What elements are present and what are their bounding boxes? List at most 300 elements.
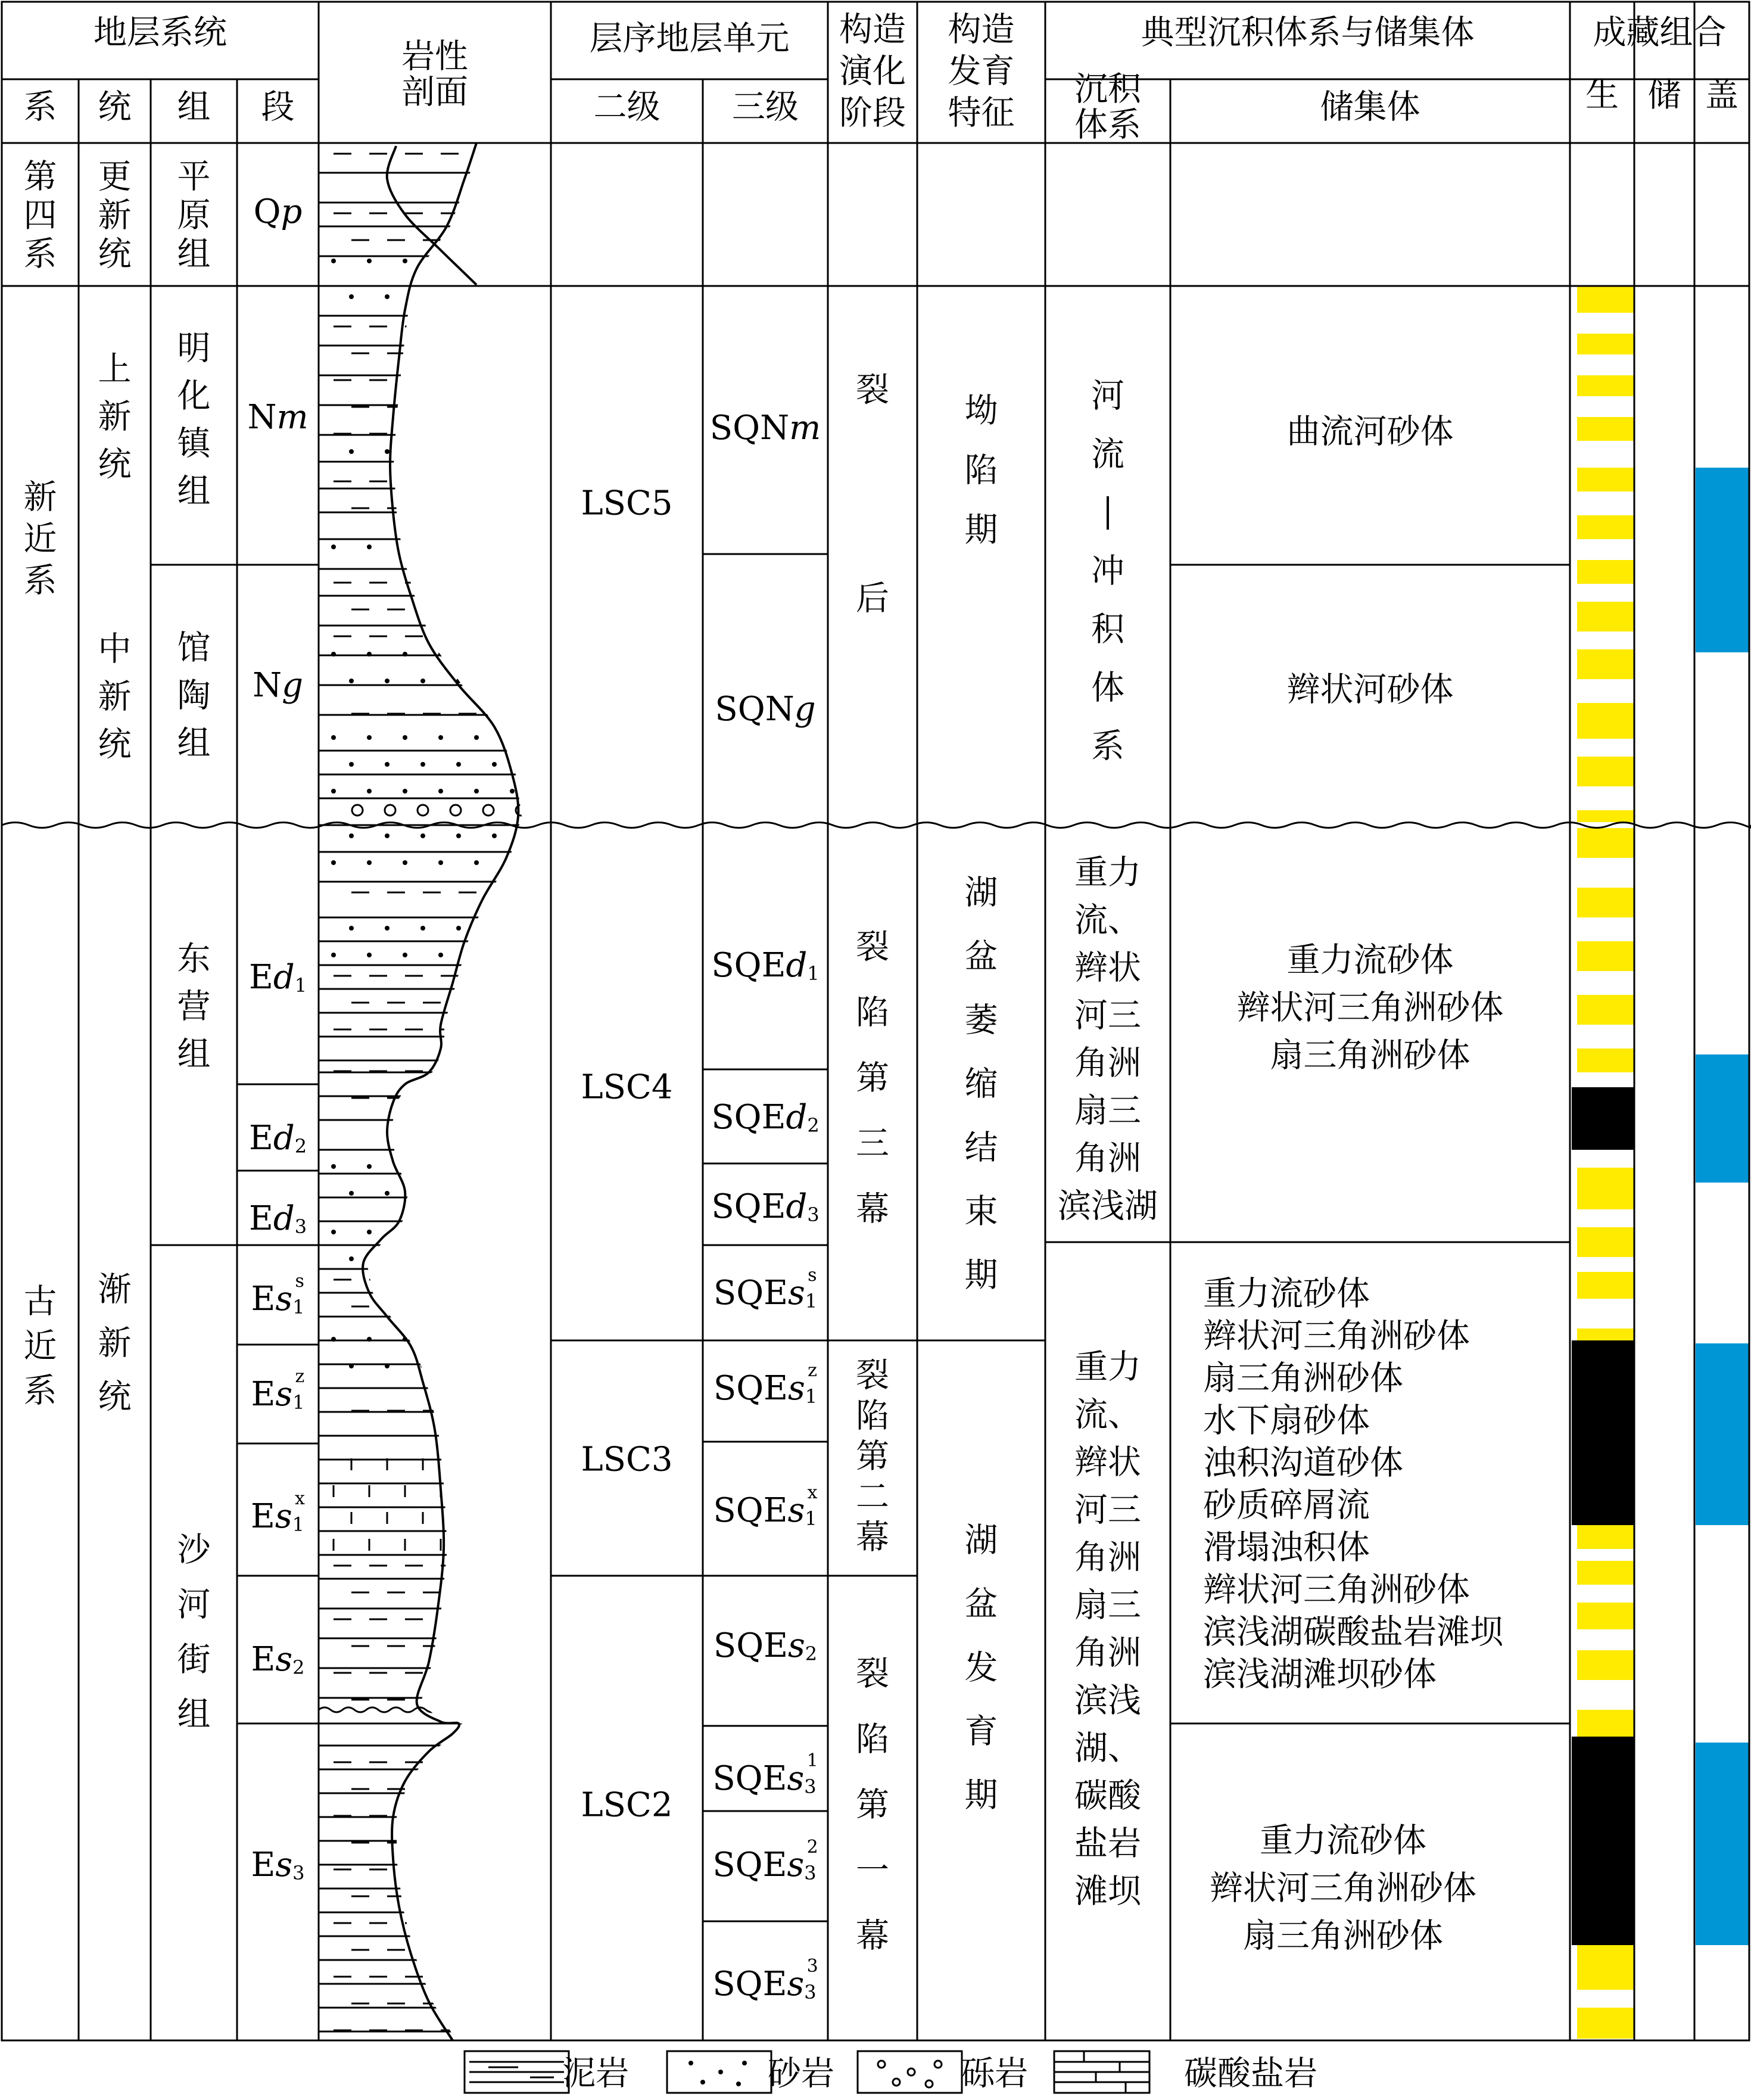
legend-label-carb: 碳酸盐岩 xyxy=(1184,2054,1317,2093)
formation-label: 馆 xyxy=(177,629,211,668)
sandstone-mark xyxy=(492,1191,497,1196)
reservoir-label: 浊积沟道砂体 xyxy=(1203,1443,1403,1483)
sandstone-mark xyxy=(492,679,497,683)
series-label: 统 xyxy=(98,725,132,764)
third-order-sequence: SQEs$_1$z xyxy=(713,1359,818,1408)
reservoir-bar xyxy=(1577,941,1634,971)
member-label: $Es_3$ xyxy=(251,1845,305,1884)
legend-sand-dot xyxy=(742,2061,747,2065)
reservoir-label: 滑塌浊积体 xyxy=(1203,1528,1370,1567)
sandstone-mark xyxy=(510,1230,515,1234)
sandstone-mark xyxy=(385,294,390,299)
tectonic-feature-label: 盆 xyxy=(964,1585,998,1624)
third-order-sequence: SQEs$_2$ xyxy=(713,1626,818,1665)
sandstone-mark xyxy=(528,449,532,454)
legend-sand-dot xyxy=(688,2061,693,2065)
sandstone-mark xyxy=(438,1164,443,1169)
member-label: $Ed_2$ xyxy=(248,1118,307,1158)
reservoir-bar xyxy=(1577,286,1634,313)
header-tectonic-stage: 构造 xyxy=(839,10,906,49)
header-sequence: 层序地层单元 xyxy=(589,19,790,58)
sandstone-mark xyxy=(367,1230,372,1234)
sandstone-mark xyxy=(385,833,390,838)
formation-label: 镇 xyxy=(177,424,211,463)
sandstone-mark xyxy=(474,652,479,657)
sandstone-mark xyxy=(403,1164,407,1169)
conglomerate-mark xyxy=(418,805,428,816)
series-label: 新 xyxy=(98,1324,132,1363)
reservoir-bar xyxy=(1577,810,1634,822)
sandstone-mark xyxy=(492,449,497,454)
header-member: 段 xyxy=(261,88,295,127)
sandstone-mark xyxy=(367,735,372,740)
sandstone-mark xyxy=(510,652,515,657)
formation-label: 平 xyxy=(177,157,211,197)
sandstone-mark xyxy=(474,545,479,549)
reservoir-label: 重力流砂体 xyxy=(1260,1821,1426,1861)
reservoir-bar xyxy=(1577,417,1634,441)
tectonic-stage-label: 陷 xyxy=(856,1396,889,1436)
legend-sand-dot xyxy=(718,2070,723,2074)
legend-label-cong: 砾岩 xyxy=(961,2054,1028,2093)
reservoir-bar xyxy=(1577,1272,1634,1299)
sandstone-mark xyxy=(349,762,354,767)
second-order-sequence: LSC4 xyxy=(581,1068,673,1107)
header-order2: 二级 xyxy=(593,88,660,127)
sandstone-mark xyxy=(474,735,479,740)
dep-system-label: 扇三 xyxy=(1074,1586,1141,1625)
formation-label: 化 xyxy=(177,377,211,416)
sandstone-mark xyxy=(367,1337,372,1342)
third-order-sequence: SQNg xyxy=(715,689,816,729)
member-label: Nm xyxy=(247,397,309,437)
sandstone-mark xyxy=(367,953,372,957)
system-label: 系 xyxy=(23,1371,57,1411)
sandstone-mark xyxy=(456,449,461,454)
series-label: 上 xyxy=(98,350,132,389)
legend-gravel-dot xyxy=(934,2061,942,2068)
sandstone-mark xyxy=(349,679,354,683)
legend-label-mud: 泥岩 xyxy=(562,2054,629,2093)
tectonic-stage-label: 裂 xyxy=(856,371,889,410)
sandstone-mark xyxy=(403,735,407,740)
tectonic-feature-label: 育 xyxy=(964,1712,998,1751)
reservoir-label: 辫状河三角洲砂体 xyxy=(1203,1317,1470,1356)
tectonic-stage-label: 幕 xyxy=(856,1917,889,1956)
second-order-sequence: LSC2 xyxy=(581,1785,673,1825)
third-order-sequence: SQEs$_1$x xyxy=(713,1482,818,1530)
tectonic-stage-label: 裂 xyxy=(856,1654,889,1694)
dep-system-label: 河 xyxy=(1091,377,1124,416)
formation-label: 营 xyxy=(177,987,211,1026)
conglomerate-mark xyxy=(483,805,494,816)
formation-label: 组 xyxy=(177,724,211,763)
sandstone-mark xyxy=(331,953,336,957)
sandstone-mark xyxy=(528,294,532,299)
legend-gravel-dot xyxy=(908,2068,915,2076)
system-label: 古 xyxy=(23,1282,57,1321)
reservoir-bar xyxy=(1577,468,1634,491)
header-lithology: 剖面 xyxy=(401,73,468,112)
formation-label: 组 xyxy=(177,1695,211,1734)
reservoir-label: 扇三角洲砂体 xyxy=(1270,1036,1470,1075)
tectonic-feature-label: 湖 xyxy=(964,873,998,913)
system-label: 近 xyxy=(23,1327,57,1366)
reservoir-label: 重力流砂体 xyxy=(1286,941,1454,980)
sandstone-mark xyxy=(420,833,425,838)
lithology-weathering-curve xyxy=(363,143,518,2040)
reservoir-label: 砂质碎屑流 xyxy=(1203,1486,1370,1525)
tectonic-stage-label: 幕 xyxy=(856,1518,889,1557)
series-label: 新 xyxy=(98,196,132,235)
lithology-column xyxy=(319,154,548,2031)
reservoir-bar xyxy=(1577,888,1634,917)
reservoir-bar xyxy=(1577,560,1634,584)
reservoir-label: 辫状河三角洲砂体 xyxy=(1203,1570,1470,1610)
legend-gravel-dot xyxy=(878,2061,885,2068)
sandstone-mark xyxy=(331,860,336,865)
tectonic-feature-label: 湖 xyxy=(964,1521,998,1560)
sandstone-mark xyxy=(474,953,479,957)
sandstone-mark xyxy=(438,735,443,740)
dep-system-label: 盐岩 xyxy=(1074,1824,1141,1863)
tectonic-feature-label: 期 xyxy=(964,511,998,550)
sandstone-mark xyxy=(456,294,461,299)
series-label: 中 xyxy=(98,630,132,669)
sandstone-mark xyxy=(528,833,532,838)
sandstone-mark xyxy=(420,1364,425,1368)
sandstone-mark xyxy=(456,926,461,931)
sandstone-mark xyxy=(438,545,443,549)
series-label: 新 xyxy=(98,397,132,437)
legend-sand-dot xyxy=(700,2080,705,2085)
dep-system-label: 角洲 xyxy=(1074,1634,1141,1673)
reservoir-bar xyxy=(1577,1561,1634,1585)
sandstone-mark xyxy=(367,1164,372,1169)
reservoir-label: 水下扇砂体 xyxy=(1203,1401,1370,1441)
sandstone-mark xyxy=(385,1191,390,1196)
dep-system-label: 角洲 xyxy=(1074,1538,1141,1578)
tectonic-stage-label: 三 xyxy=(856,1124,889,1163)
sandstone-mark xyxy=(438,789,443,794)
system-label: 新 xyxy=(23,478,57,517)
sandstone-mark xyxy=(367,789,372,794)
reservoir-label: 辫状河三角洲砂体 xyxy=(1210,1869,1476,1908)
quaternary-weathering-curve xyxy=(387,146,476,285)
reservoir-bar xyxy=(1577,649,1634,679)
header-lithology: 岩性 xyxy=(401,37,468,76)
formation-label: 陶 xyxy=(177,676,211,715)
sandstone-mark xyxy=(420,1256,425,1261)
sandstone-mark xyxy=(510,953,515,957)
sandstone-mark xyxy=(438,259,443,263)
formation-label: 原 xyxy=(177,196,211,235)
member-label: $Es_1z$ xyxy=(251,1365,305,1414)
header-accumulation: 成藏组合 xyxy=(1593,13,1727,52)
reservoir-bar xyxy=(1577,703,1634,739)
sandstone-mark xyxy=(492,833,497,838)
reservoir-bar xyxy=(1577,602,1634,631)
sandstone-mark xyxy=(456,833,461,838)
header-series: 统 xyxy=(98,88,132,127)
dep-system-label: 积 xyxy=(1091,610,1124,649)
formation-label: 东 xyxy=(177,939,211,979)
dep-system-label: 重力 xyxy=(1074,1348,1141,1387)
sandstone-mark xyxy=(403,860,407,865)
tectonic-stage-label: 裂 xyxy=(856,928,889,967)
sandstone-mark xyxy=(403,545,407,549)
sandstone-mark xyxy=(420,449,425,454)
system-label: 系 xyxy=(23,235,57,274)
dep-system-label: 角洲 xyxy=(1074,1139,1141,1178)
header-dep-system: 沉积 xyxy=(1074,70,1141,109)
sandstone-mark xyxy=(456,1364,461,1368)
sandstone-mark xyxy=(385,449,390,454)
sandstone-mark xyxy=(403,652,407,657)
sandstone-mark xyxy=(510,1337,515,1342)
sandstone-mark xyxy=(331,545,336,549)
source-rock-bar xyxy=(1572,1340,1634,1525)
dep-system-label: 河三 xyxy=(1074,1491,1141,1530)
sandstone-mark xyxy=(331,652,336,657)
cap-rock-bar xyxy=(1696,1743,1749,1945)
sandstone-mark xyxy=(492,294,497,299)
dep-system-label: 滨浅 xyxy=(1074,1681,1141,1721)
sandstone-mark xyxy=(528,1191,532,1196)
sandstone-mark xyxy=(349,833,354,838)
tectonic-stage-label: 裂 xyxy=(856,1356,889,1395)
sandstone-mark xyxy=(528,762,532,767)
tectonic-feature-label: 发 xyxy=(964,1648,998,1688)
header-dep-system: 体系 xyxy=(1074,105,1141,145)
dep-system-label: 辫状 xyxy=(1074,1443,1141,1482)
legend-gravel-dot xyxy=(893,2079,900,2086)
sandstone-mark xyxy=(474,1337,479,1342)
sandstone-mark xyxy=(474,1164,479,1169)
sandstone-mark xyxy=(510,259,515,263)
reservoir-bar xyxy=(1577,1227,1634,1257)
dep-system-label: 河三 xyxy=(1074,996,1141,1035)
sandstone-mark xyxy=(438,860,443,865)
member-label: $Es_1x$ xyxy=(251,1488,305,1536)
dep-system-label: 流、 xyxy=(1074,1395,1141,1435)
source-rock-bar xyxy=(1572,1087,1634,1150)
sandstone-mark xyxy=(438,1337,443,1342)
sandstone-mark xyxy=(510,735,515,740)
tectonic-feature-label: 结 xyxy=(964,1128,998,1168)
sandstone-mark xyxy=(385,1364,390,1368)
header-store: 储 xyxy=(1647,76,1681,115)
reservoir-bar xyxy=(1577,828,1634,858)
series-label: 渐 xyxy=(98,1270,132,1309)
sandstone-mark xyxy=(492,926,497,931)
sandstone-mark xyxy=(492,1364,497,1368)
sandstone-mark xyxy=(456,762,461,767)
conglomerate-mark xyxy=(385,805,395,816)
series-label: 更 xyxy=(98,157,132,197)
formation-label: 街 xyxy=(177,1640,211,1679)
formation-label: 河 xyxy=(177,1585,211,1625)
sandstone-mark xyxy=(367,860,372,865)
third-order-sequence: SQEs$_1$s xyxy=(713,1264,818,1312)
sandstone-mark xyxy=(528,679,532,683)
reservoir-bar xyxy=(1577,1650,1634,1680)
cap-rock-bar xyxy=(1696,1054,1749,1183)
dep-system-label: 体 xyxy=(1091,668,1124,708)
sandstone-mark xyxy=(510,860,515,865)
sandstone-mark xyxy=(367,545,372,549)
tectonic-feature-label: 坳 xyxy=(964,391,998,431)
formation-label: 组 xyxy=(177,1035,211,1074)
reservoir-label: 辫状河三角洲砂体 xyxy=(1236,988,1504,1028)
tectonic-stage-label: 第 xyxy=(856,1059,889,1098)
cap-rock-bar xyxy=(1696,1343,1749,1525)
sandstone-mark xyxy=(331,1230,336,1234)
tectonic-feature-label: 萎 xyxy=(964,1001,998,1040)
source-rock-bar xyxy=(1572,1737,1634,1945)
header-tectonic-feature: 特征 xyxy=(948,94,1015,133)
third-order-sequence: SQEs$_3$3 xyxy=(712,1955,818,2003)
sandstone-mark xyxy=(331,1337,336,1342)
tectonic-feature-label: 盆 xyxy=(964,937,998,976)
series-label: 统 xyxy=(98,445,132,484)
reservoir-bar xyxy=(1577,334,1634,354)
series-label: 新 xyxy=(98,677,132,717)
dep-system-label: 碳酸 xyxy=(1074,1777,1141,1816)
reservoir-bar xyxy=(1577,995,1634,1025)
sandstone-mark xyxy=(349,1191,354,1196)
sandstone-mark xyxy=(385,679,390,683)
sandstone-mark xyxy=(510,545,515,549)
tectonic-feature-label: 期 xyxy=(964,1256,998,1295)
dep-system-label: 流 xyxy=(1091,435,1124,474)
legend-label-sand: 砂岩 xyxy=(768,2054,834,2093)
tectonic-stage-label: 一 xyxy=(856,1851,889,1890)
sandstone-mark xyxy=(438,953,443,957)
sandstone-mark xyxy=(474,860,479,865)
reservoir-bar xyxy=(1577,1603,1634,1629)
dep-system-label: 扇三 xyxy=(1074,1091,1141,1131)
series-label: 统 xyxy=(98,235,132,274)
sandstone-mark xyxy=(420,679,425,683)
member-label: Qp xyxy=(253,192,303,231)
dep-system-label: 滨浅湖 xyxy=(1058,1187,1158,1226)
sandstone-mark xyxy=(456,1256,461,1261)
sandstone-mark xyxy=(510,1164,515,1169)
conglomerate-mark xyxy=(352,805,363,816)
tectonic-feature-label: 期 xyxy=(964,1776,998,1815)
tectonic-stage-label: 陷 xyxy=(856,993,889,1032)
sandstone-mark xyxy=(474,1230,479,1234)
series-label: 统 xyxy=(98,1377,132,1417)
tectonic-feature-label: 陷 xyxy=(964,451,998,490)
sandstone-mark xyxy=(349,926,354,931)
sandstone-mark xyxy=(331,259,336,263)
dep-system-label: 湖、 xyxy=(1074,1729,1141,1768)
tectonic-feature-label: 缩 xyxy=(964,1065,998,1104)
member-label: Ng xyxy=(253,665,303,705)
second-order-sequence: LSC5 xyxy=(581,484,673,523)
tectonic-stage-label: 二 xyxy=(856,1477,889,1517)
sandstone-mark xyxy=(438,1230,443,1234)
reservoir-label: 曲流河砂体 xyxy=(1286,412,1454,452)
sandstone-mark xyxy=(492,1256,497,1261)
header-reservoir: 储集体 xyxy=(1320,88,1420,127)
reservoir-label: 辫状河砂体 xyxy=(1286,670,1454,710)
third-order-sequence: SQEs$_3$2 xyxy=(712,1836,818,1884)
formation-label: 沙 xyxy=(177,1530,211,1570)
sandstone-mark xyxy=(331,789,336,794)
sandstone-mark xyxy=(528,1364,532,1368)
member-label: $Es_1s$ xyxy=(251,1270,305,1318)
system-label: 近 xyxy=(23,519,57,559)
reservoir-label: 滨浅湖碳酸盐岩滩坝 xyxy=(1203,1613,1503,1652)
header-tectonic-feature: 构造 xyxy=(948,10,1015,49)
sandstone-mark xyxy=(420,294,425,299)
reservoir-label: 重力流砂体 xyxy=(1203,1274,1370,1314)
sandstone-mark xyxy=(385,926,390,931)
header-tectonic-stage: 阶段 xyxy=(839,94,906,133)
formation-label: 组 xyxy=(177,235,211,274)
third-order-sequence: SQEd$_2$ xyxy=(711,1097,820,1137)
reservoir-bar xyxy=(1577,515,1634,539)
legend xyxy=(465,2051,1317,2093)
reservoir-label: 扇三角洲砂体 xyxy=(1243,1917,1443,1956)
dep-system-label: 重力 xyxy=(1074,853,1141,892)
sandstone-mark xyxy=(403,1230,407,1234)
system-label: 第 xyxy=(23,157,57,197)
sandstone-mark xyxy=(349,449,354,454)
sandstone-mark xyxy=(367,652,372,657)
sandstone-mark xyxy=(385,1256,390,1261)
sandstone-mark xyxy=(474,259,479,263)
header-tectonic-stage: 演化 xyxy=(839,52,906,91)
member-label: $Es_2$ xyxy=(251,1639,305,1679)
formation-label: 组 xyxy=(177,472,211,511)
header-order3: 三级 xyxy=(732,88,799,127)
header-formation: 组 xyxy=(177,88,211,127)
dep-system-label: 角洲 xyxy=(1074,1044,1141,1083)
header-source: 生 xyxy=(1585,76,1619,115)
sandstone-mark xyxy=(528,926,532,931)
tectonic-stage-label: 第 xyxy=(856,1437,889,1476)
header-cap: 盖 xyxy=(1705,76,1738,115)
sandstone-mark xyxy=(403,789,407,794)
system-label: 四 xyxy=(23,196,57,235)
header-tectonic-feature: 发育 xyxy=(948,52,1015,91)
dep-system-label: 辫状 xyxy=(1074,948,1141,988)
sandstone-mark xyxy=(510,789,515,794)
sandstone-mark xyxy=(385,762,390,767)
sandstone-mark xyxy=(474,789,479,794)
reservoir-bar xyxy=(1577,375,1634,396)
conglomerate-mark xyxy=(450,805,461,816)
reservoir-bar xyxy=(1577,757,1634,786)
third-order-sequence: SQEd$_1$ xyxy=(711,945,820,985)
sandstone-mark xyxy=(438,652,443,657)
reservoir-label: 扇三角洲砂体 xyxy=(1203,1359,1403,1398)
dep-system-label: 系 xyxy=(1091,727,1124,766)
header-deposition: 典型沉积体系与储集体 xyxy=(1141,13,1475,52)
sandstone-mark xyxy=(349,294,354,299)
sandstone-mark xyxy=(420,762,425,767)
legend-gravel-dot xyxy=(926,2080,933,2087)
sandstone-mark xyxy=(420,926,425,931)
cap-rock-bar xyxy=(1696,468,1749,652)
sandstone-mark xyxy=(456,1191,461,1196)
dep-system-label: 滩坝 xyxy=(1074,1872,1141,1911)
tectonic-stage-label: 幕 xyxy=(856,1190,889,1229)
